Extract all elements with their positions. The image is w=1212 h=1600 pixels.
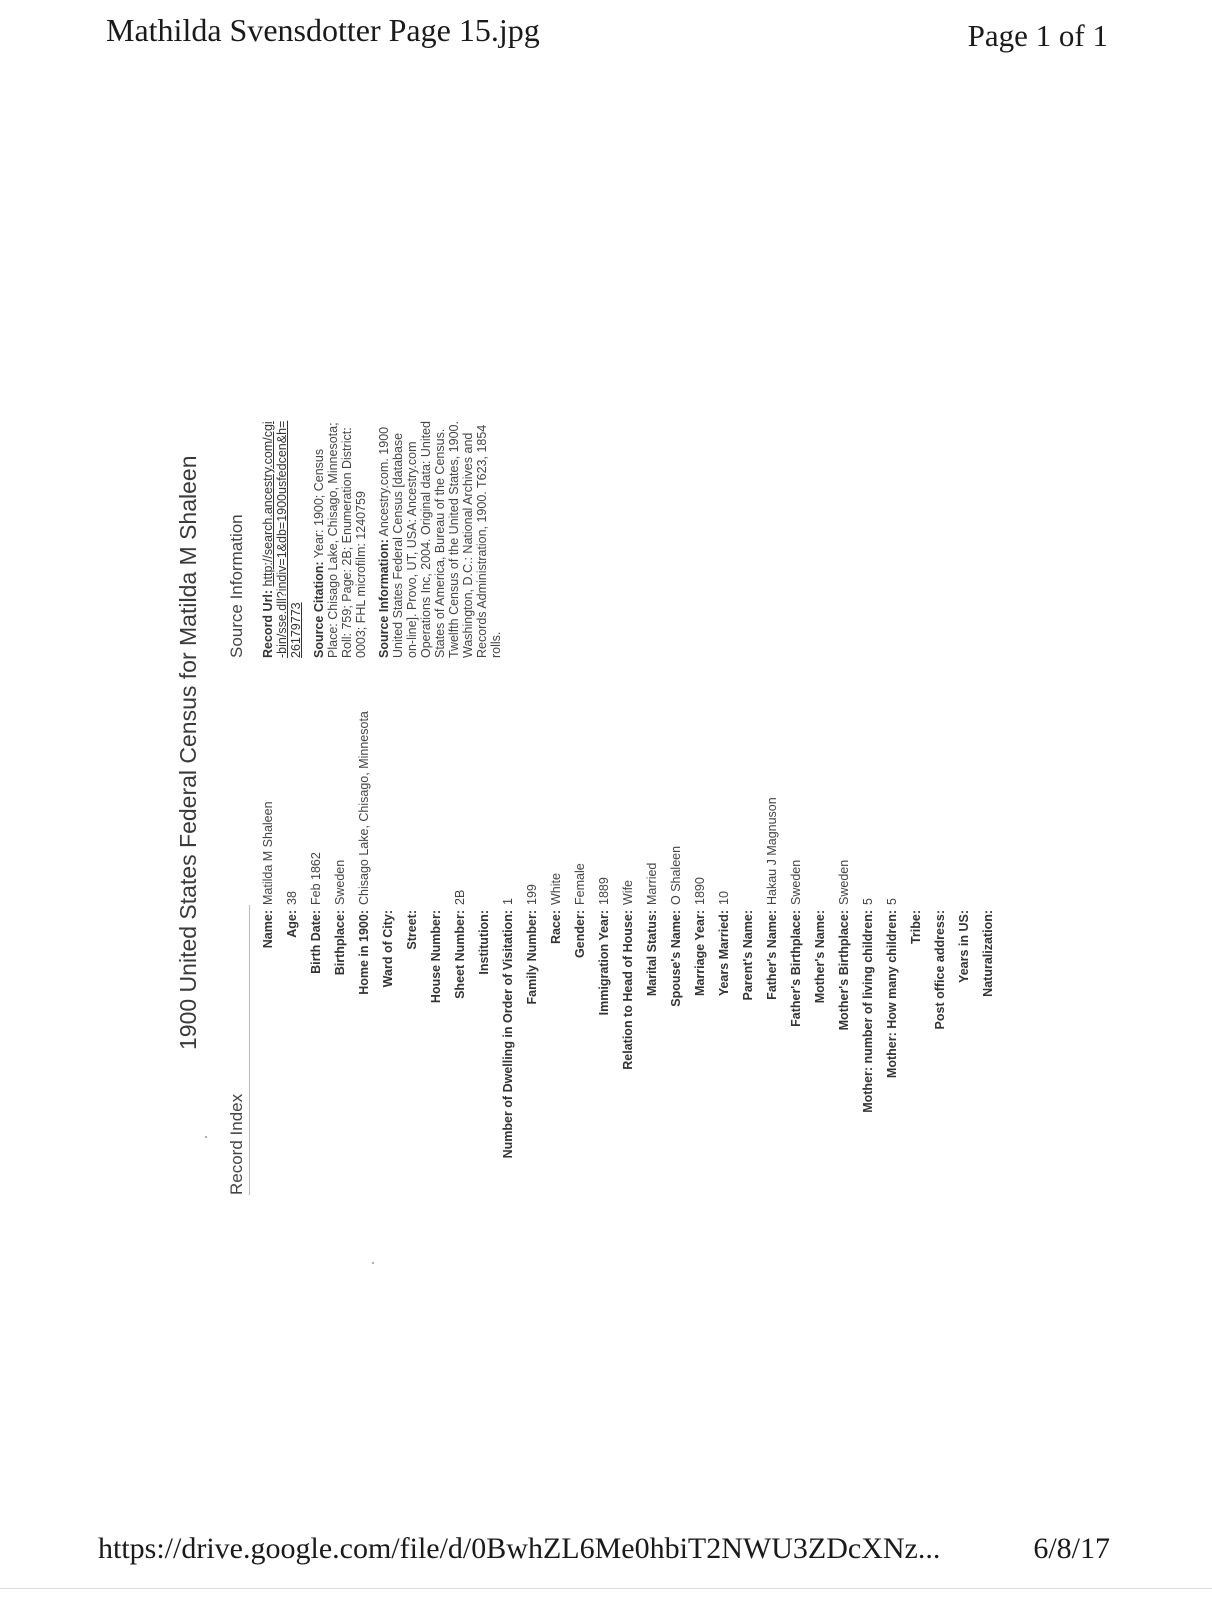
record-row (477, 695, 492, 1200)
record-row (309, 695, 324, 1200)
record-label: Relation to Head of House: (621, 910, 635, 1070)
bottom-edge-line (0, 1588, 1212, 1589)
record-label: Parent's Name: (741, 910, 755, 1001)
record-label: Father's Name: (765, 910, 779, 1000)
record-value: 5 (885, 898, 899, 905)
source-information-block (261, 418, 512, 658)
record-value: Matilda M Shaleen (261, 801, 275, 905)
record-row (261, 695, 276, 1200)
source-information-heading: Source Information (227, 514, 246, 658)
record-label: Mother's Name: (813, 910, 827, 1004)
record-row (405, 695, 420, 1200)
record-label: Ward of City: (381, 910, 395, 988)
record-url-link[interactable]: http://search.ancestry.com/cgi-bin/sse.dll?indiv=1&db=1900usfedcen&h=26179773 (261, 420, 303, 658)
record-row (429, 695, 444, 1200)
record-row (957, 695, 972, 1200)
record-value: Feb 1862 (309, 852, 323, 905)
record-value: Sweden (789, 859, 803, 905)
record-value: 38 (285, 891, 299, 905)
record-row (549, 695, 564, 1200)
record-label: Gender: (573, 910, 587, 958)
record-label: Years Married: (717, 910, 731, 997)
print-header-page-number: Page 1 of 1 (967, 18, 1108, 53)
record-label: Birthplace: (333, 910, 347, 976)
record-row (285, 695, 300, 1200)
record-url-paragraph (261, 418, 303, 658)
record-value: Wife (621, 880, 635, 905)
record-label: Tribe: (909, 910, 923, 945)
record-index-heading: Record Index (227, 905, 250, 1195)
record-label: Mother: number of living children: (861, 910, 875, 1113)
record-label: Race: (549, 910, 563, 945)
record-value: 1889 (597, 877, 611, 905)
record-value: Sweden (837, 859, 851, 905)
scan-speck (205, 1136, 207, 1138)
record-label: Marital Status: (645, 910, 659, 997)
source-citation-text: Year: 1900; Census Place: Chisago Lake, Chisago, Minnesota; Roll: 759; Page: 2B; Enumeration District: 0003; FHL microfilm: 1240759 (312, 422, 368, 658)
record-row (357, 695, 372, 1200)
record-row (381, 695, 396, 1200)
record-label: Birth Date: (309, 910, 323, 974)
record-label: Family Number: (525, 910, 539, 1005)
record-row (693, 695, 708, 1200)
original-data-text: Original data: United States of America, Bureau of the Census. Twelfth Census of the United States, 1900. Washington, D.C.: National Archives and Records Administration, 1900. T623, 1854 rolls. (419, 421, 503, 658)
record-label: Age: (285, 910, 299, 938)
record-row (333, 695, 348, 1200)
record-value: Sweden (333, 859, 347, 905)
record-label: House Number: (429, 910, 443, 1004)
record-row (885, 695, 900, 1200)
print-header-title: Mathilda Svensdotter Page 15.jpg (106, 12, 540, 48)
record-row (741, 695, 756, 1200)
document-title: 1900 United States Federal Census for Matilda M Shaleen (175, 455, 201, 1050)
record-row (837, 695, 852, 1200)
record-label: Home in 1900: (357, 910, 371, 995)
record-row (453, 695, 468, 1200)
record-label: Number of Dwelling in Order of Visitation: (501, 910, 515, 1159)
record-row (909, 695, 924, 1200)
record-label: Immigration Year: (597, 910, 611, 1016)
record-row (933, 695, 948, 1200)
scan-speck (372, 1262, 374, 1264)
record-value: 10 (717, 891, 731, 905)
record-row (645, 695, 660, 1200)
record-row (789, 695, 804, 1200)
record-label: Father's Birthplace: (789, 910, 803, 1027)
record-label: Institution: (477, 910, 491, 975)
record-label: Marriage Year: (693, 910, 707, 996)
record-row (501, 695, 516, 1200)
print-footer-date: 6/8/17 (1033, 1532, 1110, 1565)
record-value: Chisago Lake, Chisago, Minnesota (357, 711, 371, 905)
source-information-label: Source Information: (377, 539, 391, 658)
record-value: 5 (861, 898, 875, 905)
record-value: 2B (453, 889, 467, 905)
rotated-census-page (175, 200, 1055, 1200)
record-value: Hakau J Magnuson (765, 797, 779, 905)
record-label: Name: (261, 910, 275, 949)
record-row (597, 695, 612, 1200)
source-information-paragraph (377, 418, 503, 658)
record-row (981, 695, 996, 1200)
record-value: O Shaleen (669, 845, 683, 905)
record-row (573, 695, 588, 1200)
record-url-label: Record Url: (261, 589, 275, 658)
record-value: White (549, 873, 563, 905)
record-label: Street: (405, 910, 419, 950)
record-value: 1890 (693, 877, 707, 905)
source-citation-paragraph (312, 418, 368, 658)
record-row (669, 695, 684, 1200)
record-label: Sheet Number: (453, 910, 467, 999)
record-row (861, 695, 876, 1200)
record-row (765, 695, 780, 1200)
record-value: 199 (525, 884, 539, 905)
record-index-list (261, 695, 1005, 1200)
record-label: Years in US: (957, 910, 971, 983)
record-row (621, 695, 636, 1200)
record-row (717, 695, 732, 1200)
record-value: Married (645, 862, 659, 905)
source-citation-label: Source Citation: (312, 561, 326, 658)
record-row (525, 695, 540, 1200)
record-label: Mother: How many children: (885, 910, 899, 1079)
source-information-text: Ancestry.com. 1900 United States Federal Census [database on-line]. Provo, UT, USA: Ancestry.com Operations Inc, 2004. (377, 426, 433, 658)
record-value: Female (573, 863, 587, 905)
print-footer-url: https://drive.google.com/file/d/0BwhZL6Me0hbiT2NWU3ZDcXNz... (98, 1532, 941, 1565)
record-label: Spouse's Name: (669, 910, 683, 1007)
record-value: 1 (501, 898, 515, 905)
record-label: Naturalization: (981, 910, 995, 997)
record-label: Post office address: (933, 910, 947, 1030)
record-row (813, 695, 828, 1200)
record-label: Mother's Birthplace: (837, 910, 851, 1031)
